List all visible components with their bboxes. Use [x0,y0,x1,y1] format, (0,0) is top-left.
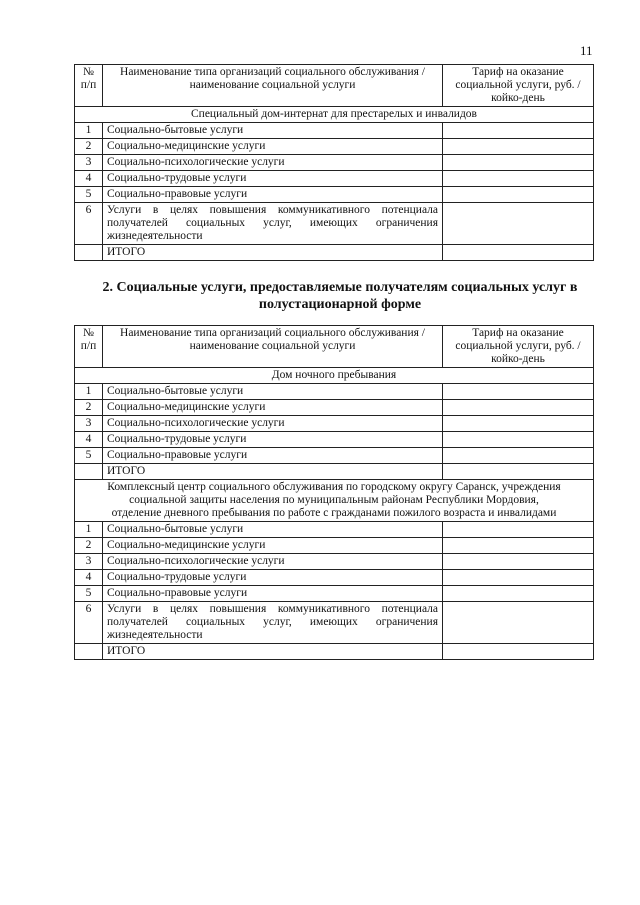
tariff-cell [443,554,594,570]
table-row: 5 Социально-правовые услуги [75,448,594,464]
tariff-cell [443,570,594,586]
table-header-row [75,326,594,368]
header-tariff: Тариф на оказание социальной услуги, руб. / койко-день [443,326,594,368]
header-name: Наименование типа организаций социального обслуживания / наименование социальной услуги [103,326,443,368]
header-num: № п/п [75,65,103,107]
tariff-cell [443,602,594,644]
table-row: 5 Социально-правовые услуги [75,187,594,203]
section-heading: 2. Социальные услуги, предоставляемые получателям социальных услуг в полустационарной форме [102,280,578,312]
table-row: 2 Социально-медицинские услуги [75,139,594,155]
table-row: 6 Услуги в целях повышения коммуникативного потенциала получателей социальных услуг, имеющих ограничения жизнедеятельности [75,602,594,644]
table-row: 6 Услуги в целях повышения коммуникативного потенциала получателей социальных услуг, имеющих ограничения жизнедеятельности [75,203,594,245]
total-row: ИТОГО [75,644,594,660]
tariff-cell [443,203,594,245]
table-row: 1 Социально-бытовые услуги [75,123,594,139]
total-row: ИТОГО [75,245,594,261]
table-row: 3 Социально-психологические услуги [75,554,594,570]
tariff-cell [443,586,594,602]
tariff-cell [443,464,594,480]
header-num: № п/п [75,326,103,368]
tariff-cell [443,139,594,155]
table-row: 2 Социально-медицинские услуги [75,400,594,416]
tariff-cell [443,187,594,203]
table-row: 4 Социально-трудовые услуги [75,171,594,187]
tariff-table-2 [74,325,594,660]
section-title-line: Комплексный центр социального обслуживания по городскому округу Саранск, учреждения социальной защиты населения по муниципальным районам Республики Мордовия, [107,481,561,506]
tariff-cell [443,400,594,416]
section-title: Дом ночного пребывания [75,368,594,384]
table-row: 2 Социально-медицинские услуги [75,538,594,554]
tariff-cell [443,538,594,554]
tariff-cell [443,644,594,660]
tariff-cell [443,448,594,464]
table-row: 5 Социально-правовые услуги [75,586,594,602]
tariff-cell [443,432,594,448]
tariff-cell [443,245,594,261]
tariff-cell [443,384,594,400]
table-header-row [75,65,594,107]
tariff-cell [443,171,594,187]
table-row: 4 Социально-трудовые услуги [75,570,594,586]
table-row: 1 Социально-бытовые услуги [75,384,594,400]
table-row: 1 Социально-бытовые услуги [75,522,594,538]
section-title-line: отделение дневного пребывания по работе с гражданами пожилого возраста и инвалидами [111,507,557,519]
header-name: Наименование типа организаций социального обслуживания / наименование социальной услуги [103,65,443,107]
tariff-table-1 [74,64,594,261]
tariff-cell [443,522,594,538]
table-row: 3 Социально-психологические услуги [75,155,594,171]
page-number: 11 [580,43,593,58]
header-tariff: Тариф на оказание социальной услуги, руб. / койко-день [443,65,594,107]
total-row: ИТОГО [75,464,594,480]
table-row: 3 Социально-психологические услуги [75,416,594,432]
tariff-cell [443,155,594,171]
tariff-cell [443,416,594,432]
section-title [75,480,594,522]
section-title: Специальный дом-интернат для престарелых и инвалидов [75,107,594,123]
table-row: 4 Социально-трудовые услуги [75,432,594,448]
tariff-cell [443,123,594,139]
